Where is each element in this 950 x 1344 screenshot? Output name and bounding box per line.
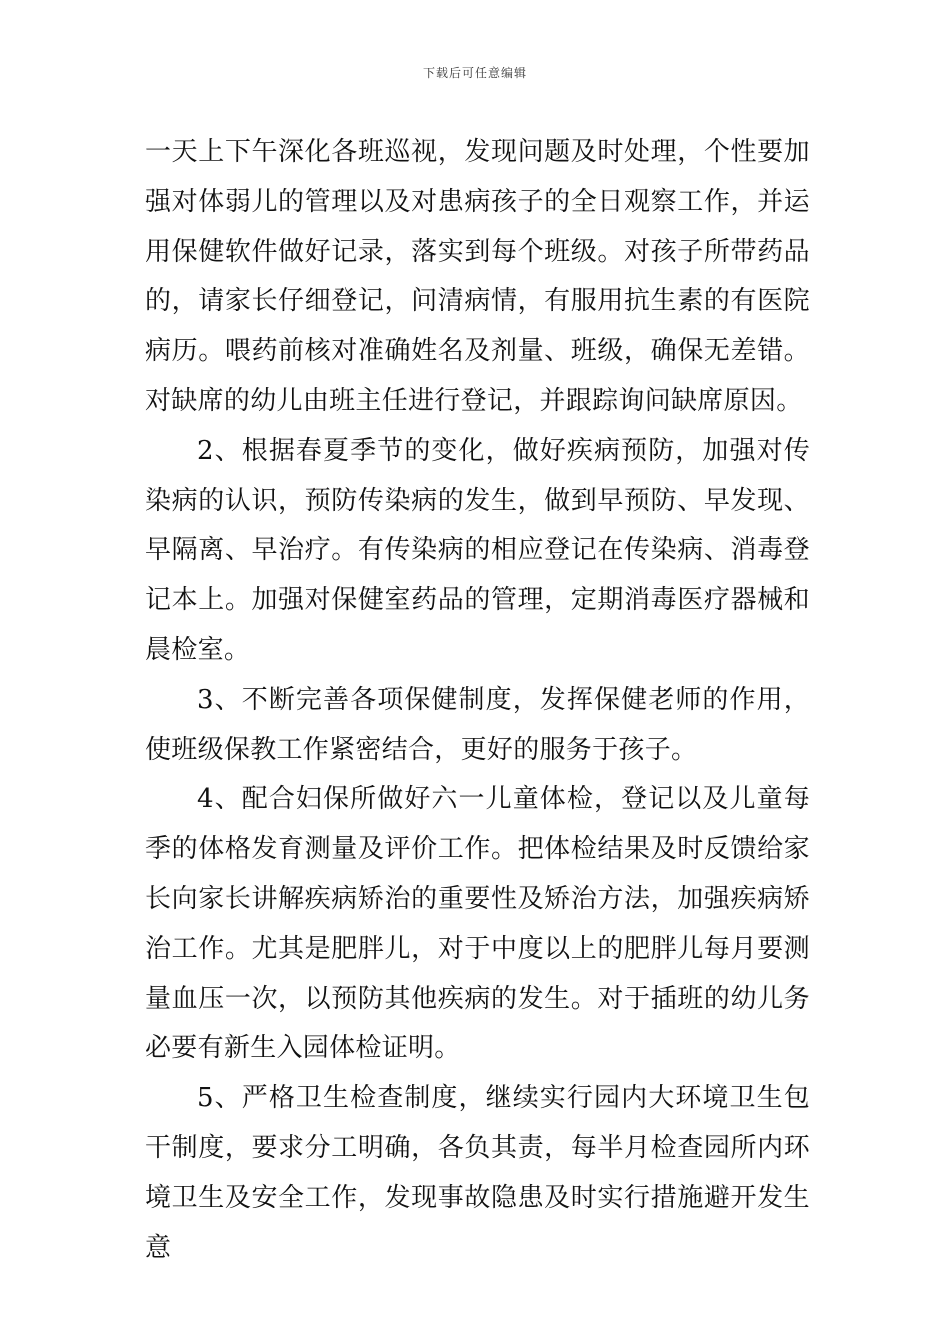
paragraph-2: 2、根据春夏季节的变化，做好疾病预防，加强对传染病的认识，预防传染病的发生，做到早预防、早发现、早隔离、早治疗。有传染病的相应登记在传染病、消毒登记本上。加强对保健室药品的管理，定期消毒医疗器械和晨检室。 xyxy=(145,435,810,665)
paragraph-3: 3、不断完善各项保健制度，发挥保健老师的作用，使班级保教工作紧密结合，更好的服务于孩子。 xyxy=(145,684,810,765)
paragraph-1: 一天上下午深化各班巡视，发现问题及时处理，个性要加强对体弱儿的管理以及对患病孩子的全日观察工作，并运用保健软件做好记录，落实到每个班级。对孩子所带药品的，请家长仔细登记，问清病情，有服用抗生素的有医院病历。喂药前核对准确姓名及剂量、班级，确保无差错。对缺席的幼儿由班主任进行登记，并跟踪询问缺席原因。 xyxy=(145,137,810,416)
paragraph-5: 5、严格卫生检查制度，继续实行园内大环境卫生包干制度，要求分工明确，各负其责，每半月检查园所内环境卫生及安全工作，发现事故隐患及时实行措施避开发生意 xyxy=(145,1083,810,1263)
document-body xyxy=(145,128,810,1273)
page-header: 下载后可任意编辑 xyxy=(422,66,527,80)
paragraph-4: 4、配合妇保所做好六一儿童体检，登记以及儿童每季的体格发育测量及评价工作。把体检结果及时反馈给家长向家长讲解疾病矫治的重要性及矫治方法，加强疾病矫治工作。尤其是肥胖儿，对于中度以上的肥胖儿每月要测量血压一次，以预防其他疾病的发生。对于插班的幼儿务必要有新生入园体检证明。 xyxy=(145,784,810,1064)
